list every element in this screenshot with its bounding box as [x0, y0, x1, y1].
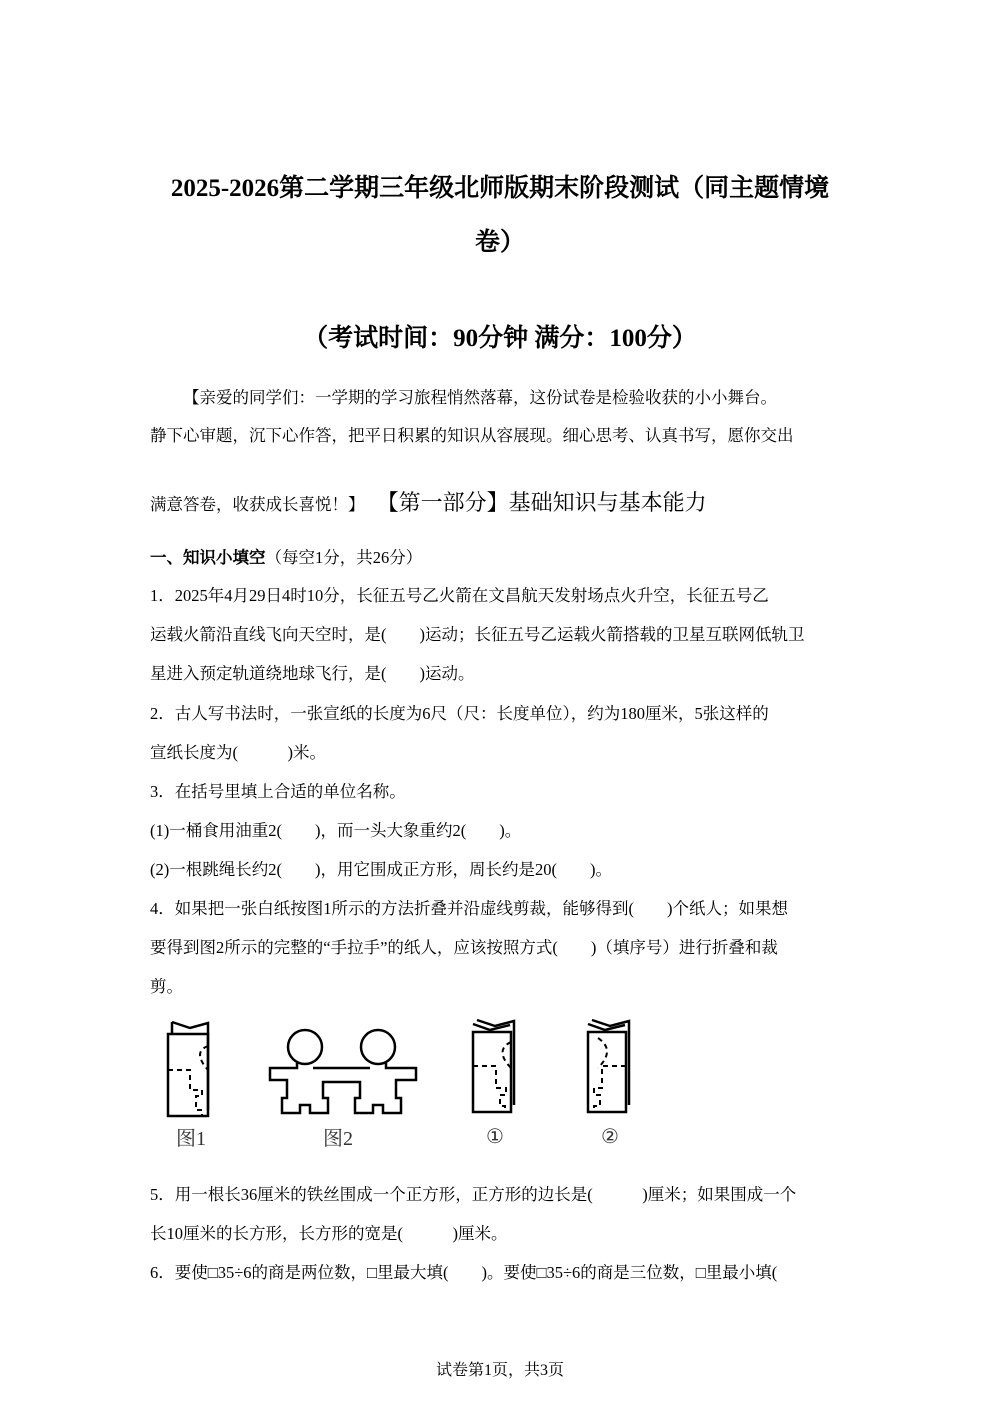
q3-line-1: 3．在括号里填上合适的单位名称。: [150, 782, 406, 801]
q2-line-2: 宣纸长度为( )米。: [150, 743, 326, 762]
q4-line-2: 要得到图2所示的完整的“手拉手”的纸人，应该按照方式( )（填序号）进行折叠和裁: [150, 938, 778, 957]
q6-line-1: 6．要使□35÷6的商是两位数，□里最大填( )。要使□35÷6的商是三位数，□里最小填(: [150, 1263, 778, 1282]
section1-heading: [150, 544, 422, 568]
intro-line-3-text: 满意答卷，收获成长喜悦！】: [150, 495, 365, 514]
q4-line-3: 剪。: [150, 977, 183, 996]
part-heading: 【第一部分】基础知识与基本能力: [376, 491, 707, 516]
q1-line-2: 运载火箭沿直线飞向天空时，是( )运动；长征五号乙运载火箭搭载的卫星互联网低轨卫: [150, 625, 805, 644]
folded-paper-fig1: [168, 1022, 208, 1116]
exam-title-line2: 卷）: [474, 229, 525, 256]
intro-line-1: 【亲爱的同学们：一学期的学习旅程悄然落幕，这份试卷是检验收获的小小舞台。: [183, 388, 777, 407]
q1-line-3: 星进入预定轨道绕地球飞行，是( )运动。: [150, 664, 475, 683]
exam-title-line1: 2025-2026第二学期三年级北师版期末阶段测试（同主题情境: [170, 175, 830, 202]
page-footer: 试卷第1页，共3页: [435, 1362, 564, 1379]
intro-line-2: 静下心审题，沉下心作答，把平日积累的知识从容展现。细心思考、认真书写，愿你交出: [150, 426, 794, 445]
option-2-caption: ②: [601, 1126, 619, 1148]
q1-line-1: 1．2025年4月29日4时10分，长征五号乙火箭在文昌航天发射场点火升空，长征五号乙: [150, 586, 769, 605]
q5-line-2: 长10厘米的长方形，长方形的宽是( )厘米。: [150, 1224, 508, 1243]
section1-title: 一、知识小填空: [150, 548, 266, 567]
q3-sub-2: (2)一根跳绳长约2( )，用它围成正方形，周长约是20( )。: [150, 860, 612, 879]
section1-note: （每空1分，共26分）: [265, 548, 423, 567]
q4-line-1: 4．如果把一张白纸按图1所示的方法折叠并沿虚线剪裁，能够得到( )个纸人；如果想: [150, 899, 788, 918]
exam-subtitle: （考试时间：90分钟 满分：100分）: [303, 325, 697, 352]
intro-line-3: [150, 486, 707, 517]
figures-drawing: [150, 1010, 670, 1155]
folding-option-1: [473, 1020, 514, 1112]
paper-folding-figures: [150, 1010, 670, 1160]
folding-option-2: [588, 1020, 629, 1112]
q3-sub-1: (1)一桶食用油重2( )，而一头大象重约2( )。: [150, 821, 522, 840]
option-1-caption: ①: [486, 1126, 504, 1148]
fig2-caption: 图2: [323, 1128, 353, 1150]
fig1-caption: 图1: [176, 1128, 206, 1150]
hand-in-hand-figure: [270, 1030, 416, 1113]
q5-line-1: 5．用一根长36厘米的铁丝围成一个正方形，正方形的边长是( )厘米；如果围成一个: [150, 1185, 797, 1204]
q2-line-1: 2．古人写书法时，一张宣纸的长度为6尺（尺：长度单位），约为180厘米，5张这样的: [150, 704, 769, 723]
